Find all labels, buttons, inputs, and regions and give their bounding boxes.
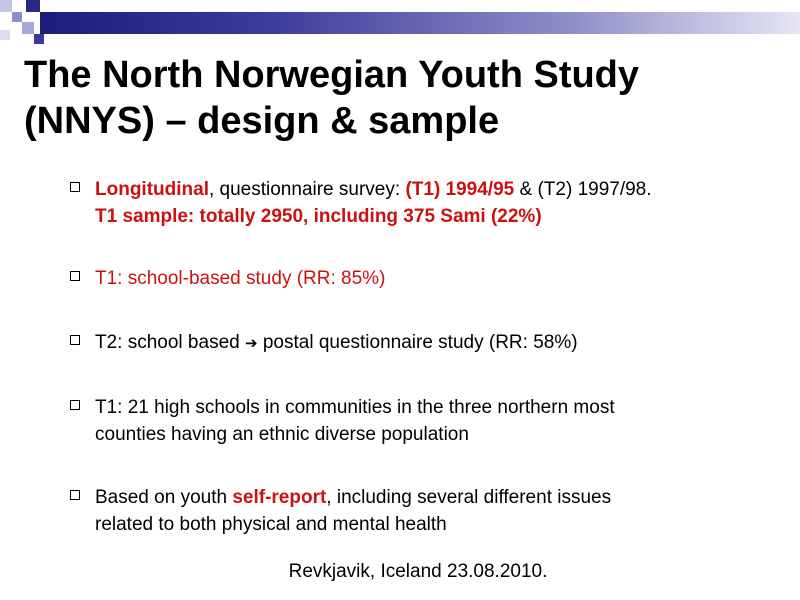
slide-title-line2: (NNYS) – design & sample: [24, 100, 500, 142]
high-schools-line1: T1: 21 high schools in communities in the three northern most: [95, 397, 615, 418]
t2-text-start: T2: school based: [95, 332, 245, 353]
t1-period: (T1) 1994/95: [405, 179, 515, 200]
longitudinal-label: Longitudinal: [95, 179, 209, 200]
bullet-self-report: [70, 484, 770, 538]
slide-title: [24, 52, 784, 144]
decor-square: [0, 0, 12, 12]
square-bullet-icon: [70, 400, 80, 410]
bullet-t2-postal: [70, 329, 770, 357]
bullet-high-schools: [70, 394, 770, 448]
decor-square: [34, 34, 44, 44]
t1-school-text: T1: school-based study (RR: 85%): [95, 268, 386, 289]
high-schools-line2: counties having an ethnic diverse population: [95, 424, 469, 445]
square-bullet-icon: [70, 335, 80, 345]
bullet-design: [70, 176, 770, 230]
square-bullet-icon: [70, 271, 80, 281]
decor-square: [12, 12, 22, 22]
footer-text: Revkjavik, Iceland 23.08.2010.: [288, 561, 548, 582]
decor-square: [26, 0, 40, 12]
decor-square: [22, 22, 34, 34]
self-report-lead: Based on youth: [95, 487, 233, 508]
t2-text-end: postal questionnaire study (RR: 58%): [257, 332, 578, 353]
self-report-label: self-report: [232, 487, 327, 508]
square-bullet-icon: [70, 182, 80, 192]
survey-text: , questionnaire survey:: [208, 179, 406, 200]
bullet-t1-school: [70, 265, 770, 292]
square-bullet-icon: [70, 490, 80, 500]
arrow-icon: ➔: [244, 334, 258, 352]
t1-sample-text: T1 sample: totally 2950, including 375 Sami (22%): [95, 206, 542, 227]
slide-title-line1: The North Norwegian Youth Study: [24, 54, 640, 96]
t2-period: & (T2) 1997/98.: [514, 179, 652, 200]
decor-top-bar: [40, 12, 800, 34]
self-report-line2: related to both physical and mental health: [95, 514, 447, 535]
self-report-rest: , including several different issues: [326, 487, 612, 508]
decor-square: [0, 30, 10, 40]
